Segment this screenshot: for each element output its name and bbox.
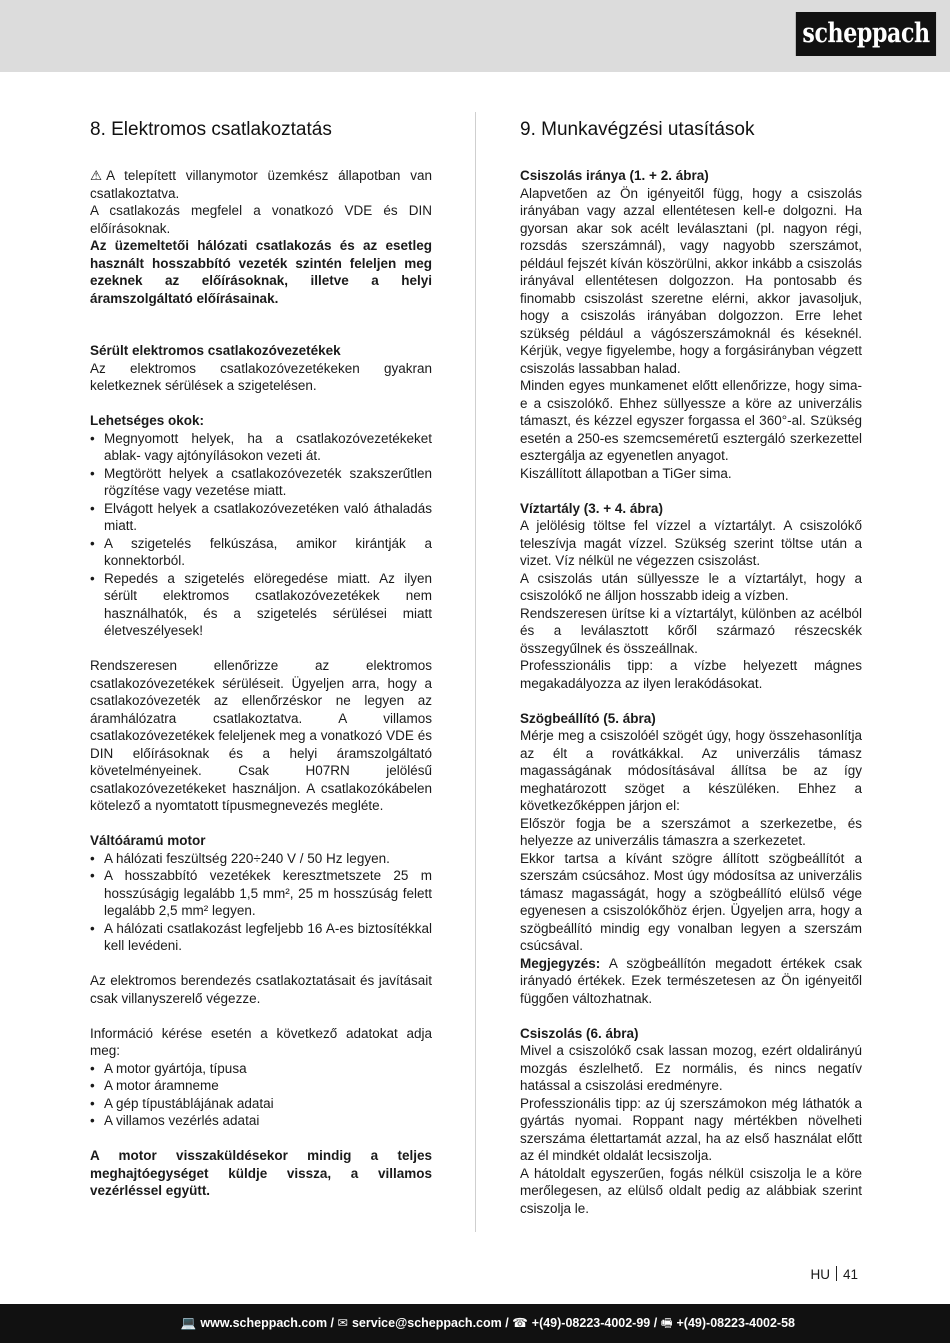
damaged-cables-title: Sérült elektromos csatlakozóvezetékek (90, 343, 341, 358)
page-number-value: 41 (842, 1267, 858, 1282)
paragraph: Először fogja be a szerszámot a szerkezetbe, és helyezze az univerzális támaszra a szerkezetet. (520, 815, 862, 848)
email-link[interactable]: service@scheppach.com / (351, 1316, 509, 1330)
list-item: • Megnyomott helyek, ha a csatlakozóvezetékeket ablak- vagy ajtónyílásokon vezeti át. (90, 430, 432, 465)
note-paragraph (520, 955, 862, 1008)
section-work-instructions (520, 118, 862, 1217)
paragraph: Mérje meg a csiszolóél szögét úgy, hogy összehasonlítja az élt a rovátkákkal. Az univerzális támasz magasságának módosításával állítsa be az így meghatározott szöget a készüléken. Ehhez a következőképpen járjon el: (520, 728, 862, 813)
list-item: • A villamos vezérlés adatai (90, 1112, 432, 1130)
list-item: • A hosszabbító vezetékek keresztmetszete 25 m hosszúságig legalább 1,5 mm², 25 m hosszúság felett legalább 2,5 mm² legyen. (90, 867, 432, 920)
paragraph: A csiszolás után süllyessze le a víztartályt, hogy a csiszolókő ne álljon hosszabb ideig a vízben. (520, 570, 862, 603)
info-text: Információ kérése esetén a következő adatokat adja meg: (90, 1025, 432, 1058)
paragraph: Minden egyes munkamenet előtt ellenőrizze, hogy sima-e a csiszolókő. Ehhez süllyessze a köre az univerzális támaszt, és kézzel egyszer forgassa el 360°-al. Szükség esetén a 250-es szemcseméretű esztergáló szerkezettel esztergálja az egyenetlen anyagot. (520, 378, 862, 463)
angle-setter-title: Szögbeállító (5. ábra) (520, 710, 656, 726)
section-electrical-connection (90, 118, 432, 1200)
info-list (90, 1060, 432, 1130)
column-divider (475, 112, 476, 1232)
computer-icon: 💻 (180, 1316, 197, 1330)
warning-icon: ⚠ (90, 168, 103, 183)
paragraph: Kiszállított állapotban a TiGer sima. (520, 465, 732, 481)
language-code: HU (810, 1267, 830, 1282)
causes-list (90, 430, 432, 640)
section-heading: 9. Munkavégzési utasítások (520, 119, 755, 140)
paragraph: A jelölésig töltse fel vízzel a víztartályt. A csiszolókő teleszívja magát vízzel. Szükség szerint töltse után a vizet. Víz nélkül ne végezzen csiszolást. (520, 518, 862, 568)
list-item: • A szigetelés felkúszása, amikor kirántják a konnektorból. (90, 535, 432, 570)
list-item: • A motor áramneme (90, 1077, 432, 1095)
header-bar (0, 0, 950, 72)
list-item: • Megtörött helyek a csatlakozóvezeték szakszerűtlen rögzítése vagy vezetése miatt. (90, 465, 432, 500)
damaged-cables-text: Az elektromos csatlakozóvezetékeken gyakran keletkeznek sérülések a szigetelésen. (90, 360, 432, 393)
grinding-title: Csiszolás (6. ábra) (520, 1025, 639, 1041)
intro-bold-text: Az üzemeltetői hálózati csatlakozás és az esetleg használt hosszabbító vezeték szintén feleljen meg ezeknek az előírásoknak, illetve a helyi áramszolgáltató előírásainak. (90, 238, 432, 306)
paragraph: Ekkor tartsa a kívánt szögre állított szögbeállítót a szerszám csúcsához. Most úgy módosítsa az univerzális támasz magasságát, hogy a szögbeállító elülső vége egyenesen a csiszolókőhöz érjen. Ügyeljen arra, hogy a szögbeállító mindig egy vonalban legyen a szerszám csúcsával. (520, 850, 862, 953)
ac-motor-list (90, 850, 432, 955)
paragraph: A hátoldalt egyszerűen, fogás nélkül csiszolja le a köre merőlegesen, az elülső oldalt pedig az alábbiak szerint csiszolja le. (520, 1165, 862, 1216)
paragraph: Professzionális tipp: az új szerszámokon még láthatók a gyártás nyomai. Roppant nagy mértékben növelheti szerszáma élettartamát azzal, ha az első használat előtt az él mindkét oldalát lecsiszolja. (520, 1095, 862, 1163)
paragraph: Mivel a csiszolókő csak lassan mozog, ezért oldalirányú mozgás észlelhető. Ez normális, és nincs negatív hatással a csiszolási eredményre. (520, 1043, 862, 1093)
check-text: Rendszeresen ellenőrizze az elektromos csatlakozóvezetékek sérüléseit. Ügyeljen arra, hogy a csatlakozóvezeték az ellenőrzéskor ne legyen az áramhálózatra csatlakoztatva. A villamos csatlakozóvezetékek feleljenek meg a vonatkozó VDE és DIN előírásoknak és a helyi áramszolgáltató követelményeinek. Csak H07RN jelölésű csatlakozóvezetékeket használjon. A csatlakozókábelen kötelező a nyomtatott típusmegnevezés megléte. (90, 658, 432, 813)
section-heading: 8. Elektromos csatlakoztatás (90, 119, 332, 140)
paragraph: Rendszeresen ürítse ki a víztartályt, különben az acélból és a leválasztott kőről származó részecskék összegyűlnek és összeállnak. (520, 605, 862, 656)
water-tank-title: Víztartály (3. + 4. ábra) (520, 500, 663, 516)
list-item: • A gép típustáblájának adatai (90, 1095, 432, 1113)
website-link[interactable]: www.scheppach.com / (200, 1316, 335, 1330)
note-text: A szögbeállítón megadott értékek csak irányadó értékek. Ezek természetesen az Ön igényeitől függően változhatnak. (520, 955, 862, 1006)
electrician-text: Az elektromos berendezés csatlakoztatásait és javításait csak villanyszerelő végezze. (90, 973, 432, 1006)
list-item: • A hálózati feszültség 220÷240 V / 50 Hz legyen. (90, 850, 432, 868)
page-number (810, 1266, 858, 1282)
email-icon: ✉ (337, 1316, 348, 1330)
return-bold-text: A motor visszaküldésekor mindig a teljes meghajtóegységet küldje vissza, a villamos vezérléssel együtt. (90, 1148, 432, 1198)
phone-number: +(49)-08223-4002-99 / (531, 1316, 658, 1330)
causes-title: Lehetséges okok: (90, 413, 205, 428)
intro-text-2: A csatlakozás megfelel a vonatkozó VDE és DIN előírásoknak. (90, 203, 432, 236)
intro-text: ⚠ A telepített villanymotor üzemkész állapotban van csatlakoztatva. (90, 168, 432, 201)
list-item: • A motor gyártója, típusa (90, 1060, 432, 1078)
phone-icon: ☎ (512, 1316, 528, 1330)
paragraph: Professzionális tipp: a vízbe helyezett mágnes megakadályozza az ilyen lerakódásokat. (520, 658, 862, 691)
fax-number: +(49)-08223-4002-58 (676, 1316, 795, 1330)
paragraph: Alapvetően az Ön igényeitől függ, hogy a csiszolás irányában vagy azzal ellentétesen kell-e dolgozni. Ha gyorsan akar sok acélt leválasztani (pl. nagyon régi, rozsdás szerszámnál), vagy nagyobb szerszámot, például fejszét kíván köszörülni, akkor inkább a csiszolás irányával ellentétesen dolgozzon. Ha pontosabb és finomabb csiszolást szeretne elérni, akkor javasoljuk, hogy a csiszolás irányában dolgozzon. Erre lehet szükség például a vágószerszámoknál és késeknél. Kérjük, vegye figyelembe, hogy a forgásirányban végzett csiszolás lassabban halad. (520, 185, 862, 376)
note-label: Megjegyzés: (520, 955, 601, 971)
list-item: • A hálózati csatlakozást legfeljebb 16 A-es biztosítékkal kell levédeni. (90, 920, 432, 955)
list-item: • Repedés a szigetelés elöregedése miatt. Az ilyen sérült elektromos csatlakozóvezetékek nem használhatók, és a szigetelés sérülései miatt életveszélyesek! (90, 570, 432, 640)
scheppach-logo: scheppach (796, 12, 936, 56)
footer-bar (0, 1304, 950, 1343)
grinding-direction-title: Csiszolás iránya (1. + 2. ábra) (520, 168, 709, 183)
list-item: • Elvágott helyek a csatlakozóvezetéken való áthaladás miatt. (90, 500, 432, 535)
ac-motor-title: Váltóáramú motor (90, 833, 206, 848)
fax-icon: 🖷 (660, 1316, 673, 1330)
